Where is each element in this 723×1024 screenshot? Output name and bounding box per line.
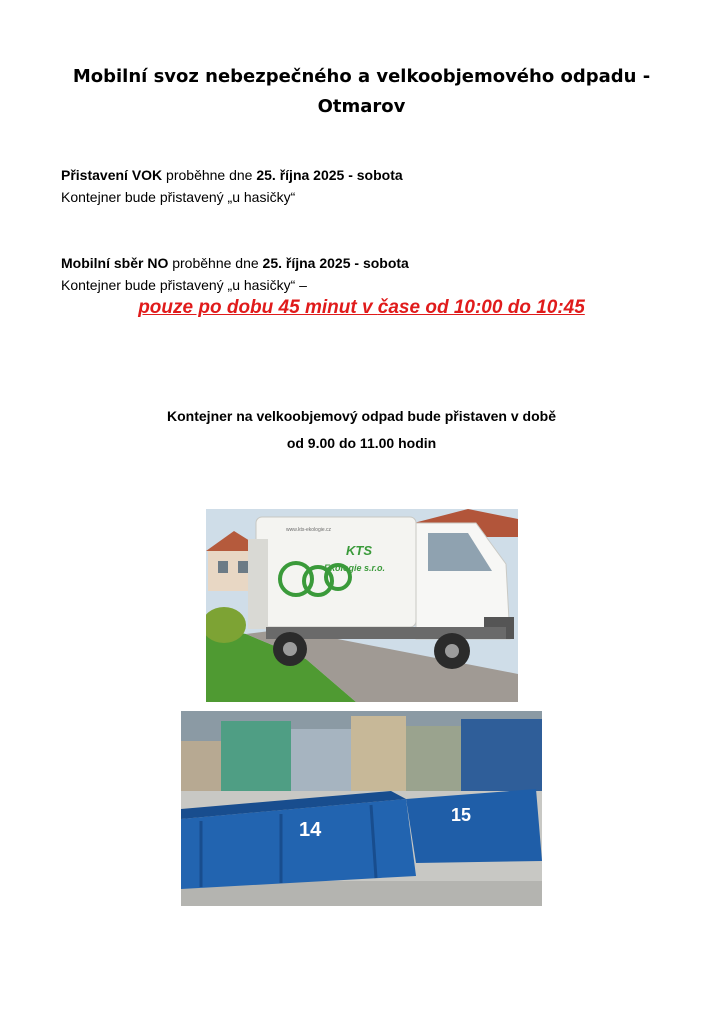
title-line-2: Otmarov (317, 96, 406, 117)
garbage-truck-illustration (206, 509, 518, 702)
time-notice (0, 297, 723, 319)
notice-part-2: čase od 10:00 do 10:45 (377, 297, 585, 318)
no-mid: proběhne dne (168, 255, 263, 271)
container-info-line-1: Kontejner na velkoobjemový odpad bude přistaven v době (167, 408, 556, 424)
house-window (218, 561, 228, 573)
vok-mid: proběhne dne (162, 167, 257, 183)
title-line-1: Mobilní svoz nebezpečného a velkoobjemového odpadu - (72, 66, 651, 87)
truck-web: www.kts-ekologie.cz (286, 527, 332, 533)
truck-brand-1: KTS (346, 543, 372, 558)
no-schedule (61, 253, 409, 273)
container-number-15: 15 (451, 805, 472, 825)
vok-lead: Přistavení VOK (61, 167, 163, 183)
containers-photo (181, 711, 542, 906)
vok-date: 25. října 2025 - sobota (256, 167, 403, 183)
rear-wheel-hub (283, 642, 297, 656)
house-window (238, 561, 248, 573)
container-number-14: 14 (299, 819, 322, 841)
bale (351, 716, 406, 791)
no-lead: Mobilní sběr NO (61, 255, 169, 271)
no-place: Kontejner bude přistavený „u hasičky“ – (61, 277, 307, 293)
container-15 (406, 789, 542, 863)
notice-part-1: pouze po dobu 45 minut v (138, 297, 378, 318)
containers-illustration (181, 711, 542, 906)
garbage-truck-photo (206, 509, 518, 702)
no-date: 25. října 2025 - sobota (262, 255, 409, 271)
truck-brand-2: Ekologie s.r.o. (324, 563, 386, 573)
vok-place: Kontejner bude přistavený „u hasičky“ (61, 189, 296, 205)
blue-container-back (461, 719, 542, 791)
truck-rear (248, 539, 268, 629)
container-info-line-2: od 9.00 do 11.00 hodin (286, 435, 437, 451)
bale-green (221, 721, 291, 791)
page-title (60, 62, 663, 122)
front-wheel-hub (445, 644, 459, 658)
bale (181, 741, 221, 791)
bale (406, 726, 461, 791)
vok-schedule (61, 165, 403, 185)
bale (291, 729, 351, 791)
